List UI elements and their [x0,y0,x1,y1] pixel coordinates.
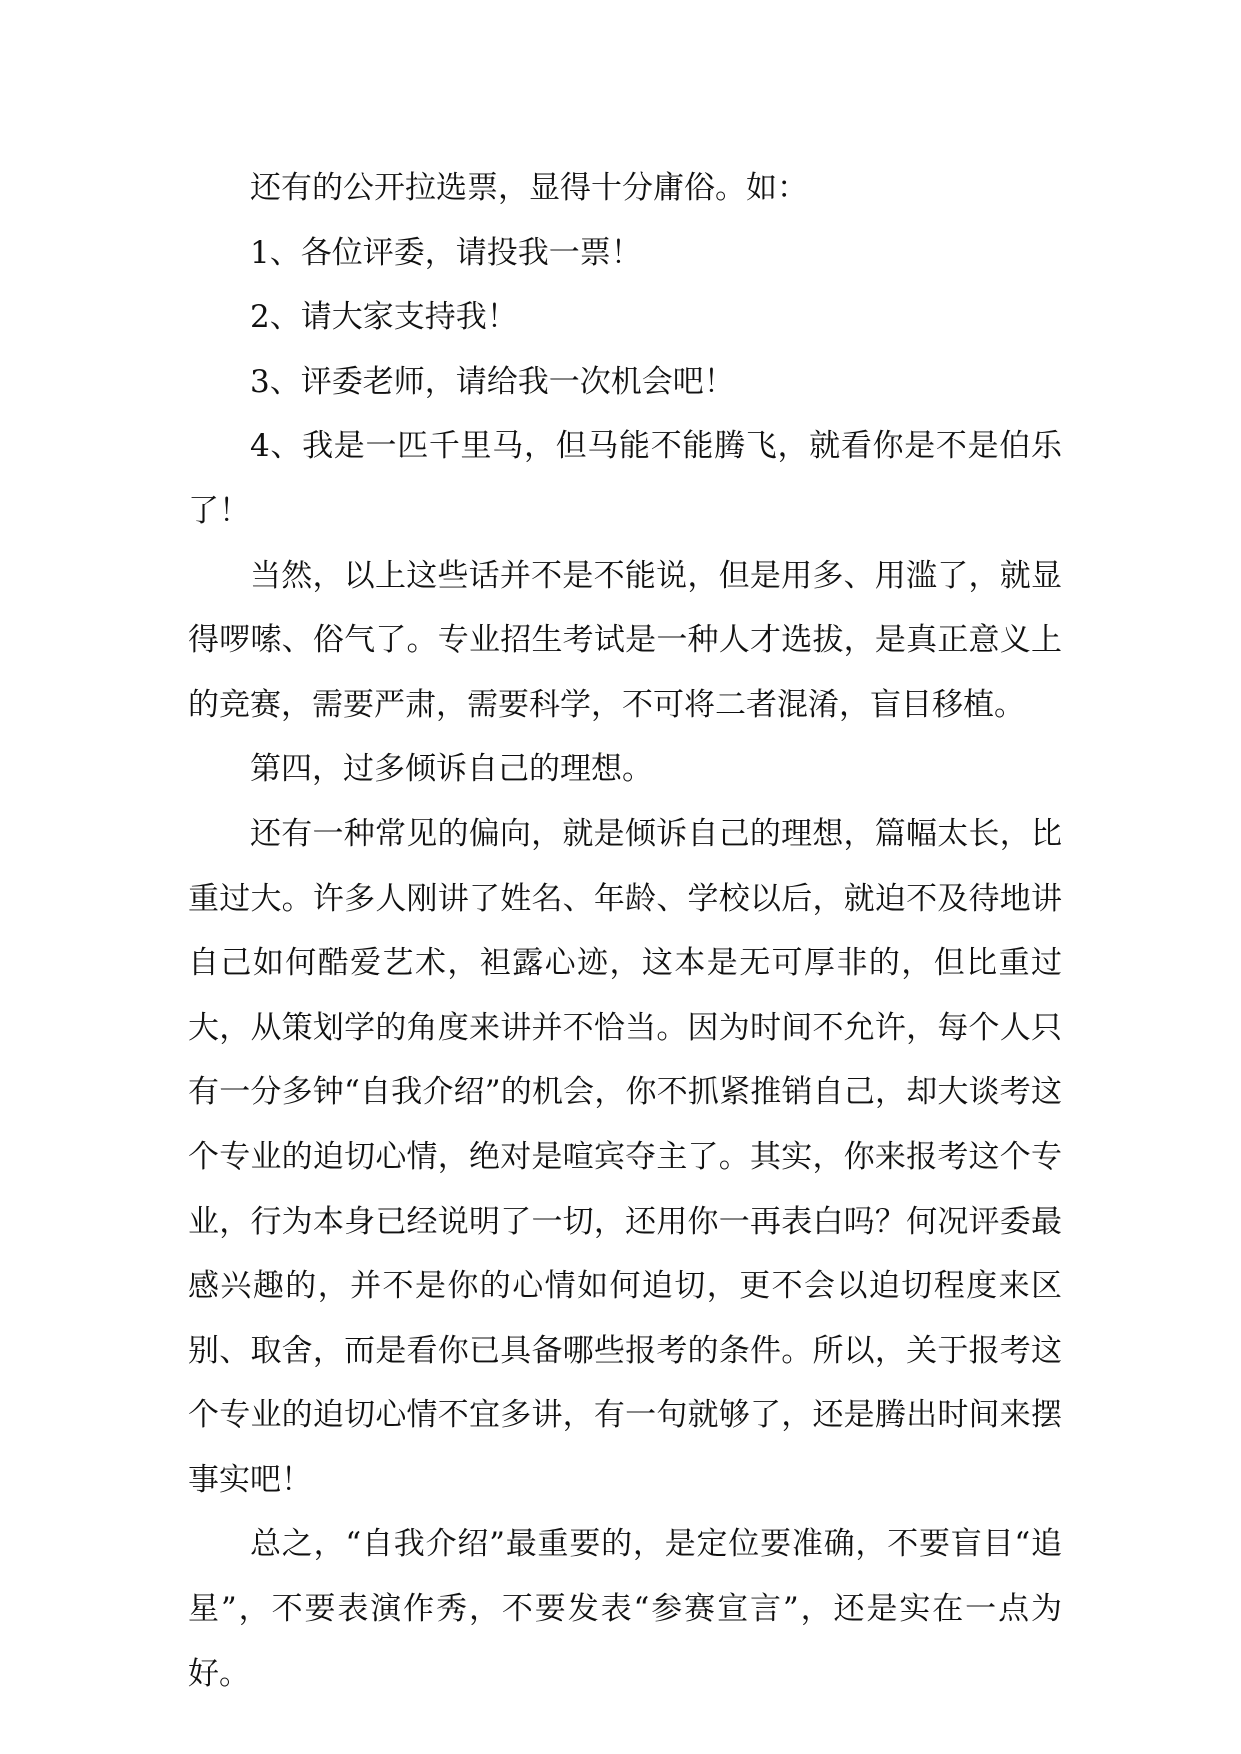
paragraph-intro-canvassing: 还有的公开拉选票，显得十分庸俗。如： [250,170,808,206]
paragraph-example-4: 4、我是一匹千里马，但马能不能腾飞，就看你是不是伯乐了！ [188,428,1062,529]
paragraph-commentary: 当然，以上这些话并不是不能说，但是用多、用滥了，就显得啰嗦、俗气了。专业招生考试是一种人才选拔，是真正意义上的竞赛，需要严肃，需要科学，不可将二者混淆，盲目移植。 [188,557,1062,723]
paragraph-section-heading-4: 第四，过多倾诉自己的理想。 [250,751,653,788]
paragraph-example-3: 3、评委老师，请给我一次机会吧！ [250,363,735,400]
paragraph-example-2: 2、请大家支持我！ [250,299,518,336]
paragraph-conclusion: 总之，“自我介绍”最重要的，是定位要准确，不要盲目“追星”，不要表演作秀，不要发表“参赛宣言”，还是实在一点为好。 [188,1526,1062,1692]
document-body [188,156,1062,1706]
paragraph-ideals-discussion: 还有一种常见的偏向，就是倾诉自己的理想，篇幅太长，比重过大。许多人刚讲了姓名、年龄、学校以后，就迫不及待地讲自己如何酷爱艺术，袒露心迹，这本是无可厚非的，但比重过大，从策划学的角度来讲并不恰当。因为时间不允许，每个人只有一分多钟“自我介绍”的机会，你不抓紧推销自己，却大谈考这个专业的迫切心情，绝对是喧宾夺主了。其实，你来报考这个专业，行为本身已经说明了一切，还用你一再表白吗？何况评委最感兴趣的，并不是你的心情如何迫切，更不会以迫切程度来区别、取舍，而是看你已具备哪些报考的条件。所以，关于报考这个专业的迫切心情不宜多讲，有一句就够了，还是腾出时间来摆事实吧！ [188,815,1062,1498]
paragraph-example-1: 1、各位评委，请投我一票！ [250,234,642,271]
